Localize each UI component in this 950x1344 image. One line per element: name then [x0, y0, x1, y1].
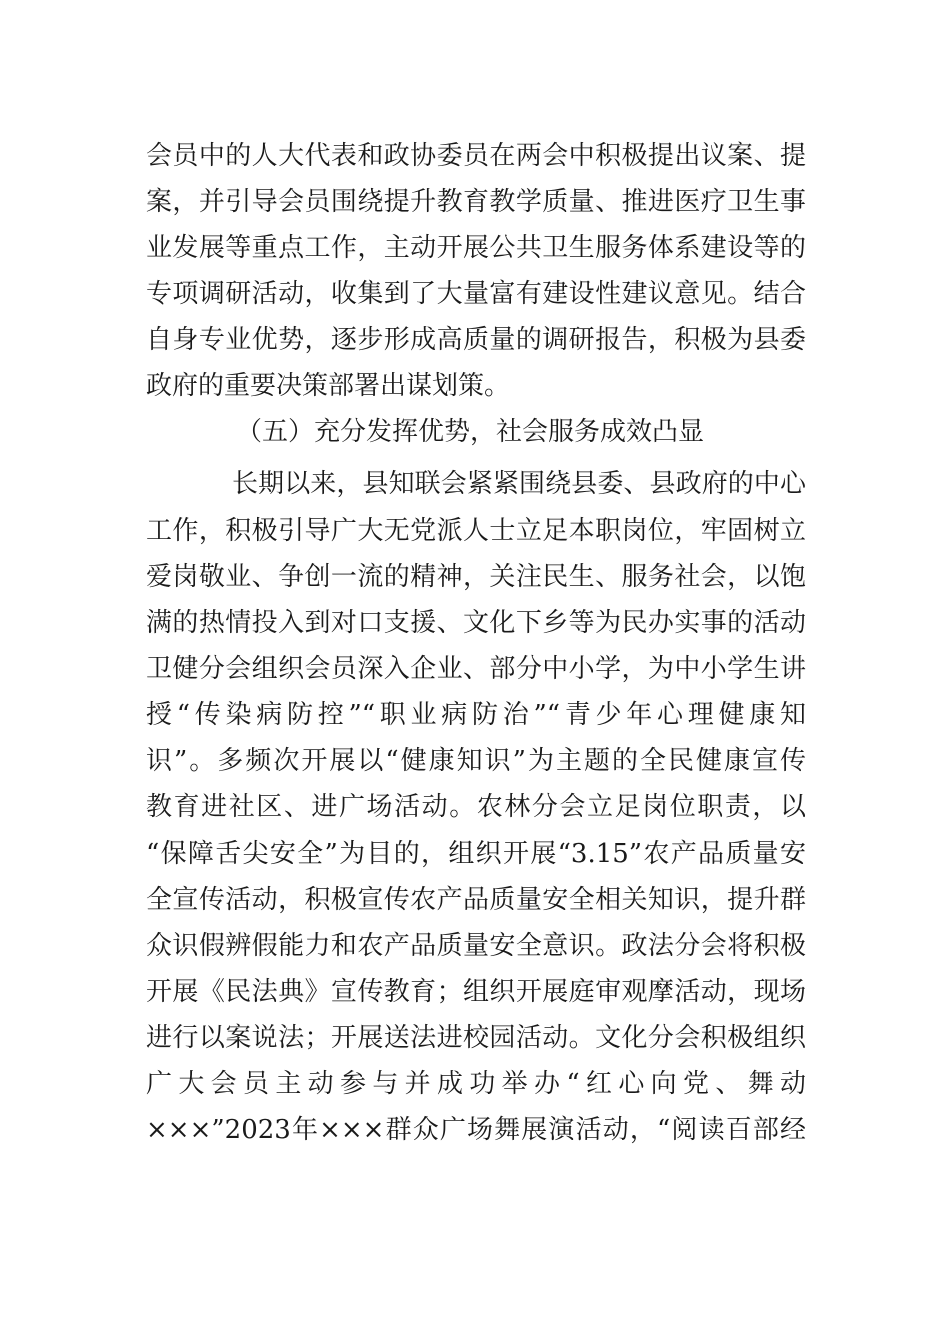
paragraph-2-line-6: 授“传染病防控”“职业病防治”“青少年心理健康知 [146, 700, 806, 730]
paragraph-2-line-12: 开展《民法典》宣传教育；组织开展庭审观摩活动，现场 [146, 977, 806, 1007]
paragraph-2-line-3: 爱岗敬业、争创一流的精神，关注民生、服务社会，以饱 [146, 562, 806, 592]
paragraph-2-line-11: 众识假辨假能力和农产品质量安全意识。政法分会将积极 [146, 931, 806, 961]
paragraph-2-line-5: 卫健分会组织会员深入企业、部分中小学，为中小学生讲 [146, 654, 806, 684]
paragraph-2-line-4: 满的热情投入到对口支援、文化下乡等为民办实事的活动 [146, 608, 806, 638]
paragraph-2-line-10: 全宣传活动，积极宣传农产品质量安全相关知识，提升群 [146, 885, 806, 915]
paragraph-2-line-2: 工作，积极引导广大无党派人士立足本职岗位，牢固树立 [146, 516, 806, 546]
paragraph-1-line-2: 案，并引导会员围绕提升教育教学质量、推进医疗卫生事 [146, 187, 806, 217]
paragraph-2-line-13: 进行以案说法；开展送法进校园活动。文化分会积极组织 [146, 1023, 806, 1053]
paragraph-1-line-6: 政府的重要决策部署出谋划策。 [146, 371, 511, 401]
paragraph-2-line-9: “保障舌尖安全”为目的，组织开展“3.15”农产品质量安 [146, 839, 806, 869]
section-heading: （五）充分发挥优势，社会服务成效凸显 [236, 417, 705, 447]
paragraph-1-line-1: 会员中的人大代表和政协委员在两会中积极提出议案、提 [146, 141, 806, 171]
paragraph-2-line-15: ×××”2023年×××群众广场舞展演活动，“阅读百部经 [146, 1115, 806, 1145]
paragraph-2-line-1: 长期以来，县知联会紧紧围绕县委、县政府的中心 [232, 469, 806, 499]
paragraph-1-line-3: 业发展等重点工作，主动开展公共卫生服务体系建设等的 [146, 233, 806, 263]
paragraph-2-line-8: 教育进社区、进广场活动。农林分会立足岗位职责，以 [146, 792, 806, 822]
paragraph-1-line-5: 自身专业优势，逐步形成高质量的调研报告，积极为县委 [146, 325, 806, 355]
paragraph-2-line-14: 广大会员主动参与并成功举办“红心向党、舞动 [146, 1069, 806, 1099]
paragraph-1-line-4: 专项调研活动，收集到了大量富有建设性建议意见。结合 [146, 279, 806, 309]
paragraph-2-line-7: 识”。多频次开展以“健康知识”为主题的全民健康宣传 [146, 746, 806, 776]
